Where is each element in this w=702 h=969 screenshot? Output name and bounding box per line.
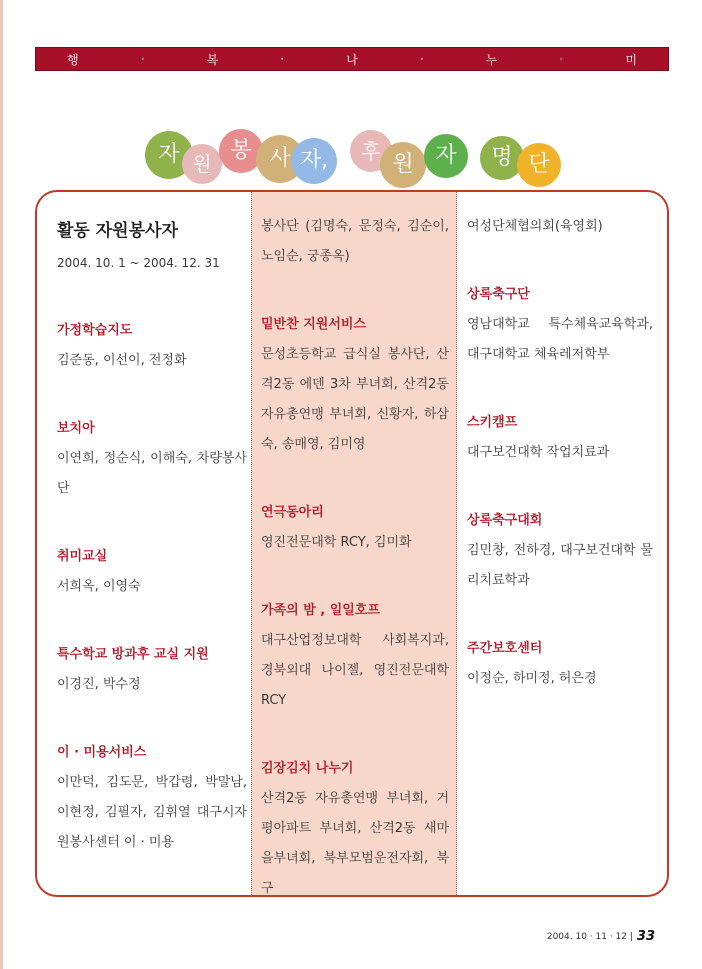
period-date: 2004. 10. 1 ~ 2004. 12. 31 xyxy=(57,256,220,270)
title-bubble: 원 xyxy=(380,142,426,188)
section-body: 산격2동 자유총연맹 부녀회, 거평아파트 부녀회, 산격2동 새마을부녀회, 북부모범운전자회, 북구 xyxy=(261,791,449,896)
column-middle xyxy=(261,192,449,897)
section-heading: 가족의 밤 , 일일호프 xyxy=(261,603,380,618)
section-heading: 상록축구단 xyxy=(467,287,530,302)
section-body: 김민창, 전하경, 대구보건대학 물리치료학과 xyxy=(467,543,653,588)
banner-char: 미 xyxy=(625,52,637,67)
issue-date: 2004. 10 · 11 · 12 | xyxy=(546,931,633,942)
banner-char: 복 xyxy=(206,52,219,67)
section-heading: 가정학습지도 xyxy=(57,323,133,338)
continued-text: 봉사단 (김명숙, 문정숙, 김순이, 노임순, 궁종옥) xyxy=(261,219,449,264)
page-title xyxy=(0,0,702,190)
section-heading: 주간보호센터 xyxy=(467,641,543,656)
section-heading: 보치아 xyxy=(57,421,95,436)
section-body: 이정순, 하미정, 허은경 xyxy=(467,671,597,686)
section-heading: 취미교실 xyxy=(57,549,108,564)
section-body: 영남대학교 특수체육교육학과, 대구대학교 체육레저학부 xyxy=(467,317,653,362)
title-bubble: 봉 xyxy=(219,129,263,173)
title-bubble: 자, xyxy=(291,138,337,184)
section-heading: 이 · 미용서비스 xyxy=(57,745,147,760)
column-left xyxy=(57,192,247,858)
section-heading: 특수학교 방과후 교실 지원 xyxy=(57,647,209,662)
section-heading: 밑반찬 지원서비스 xyxy=(261,317,366,332)
section-title: 활동 자원봉사자 xyxy=(57,221,178,241)
banner-dot: · xyxy=(419,52,424,66)
banner-dot: · xyxy=(559,52,564,66)
volunteer-list-panel xyxy=(35,190,669,897)
section-body: 이만덕, 김도문, 박갑령, 박말남, 이현정, 김필자, 김휘열 대구시자원봉사센터 이 · 미용 xyxy=(57,775,247,850)
page-footer xyxy=(547,929,655,944)
banner-char: 누 xyxy=(485,52,498,67)
section-body: 김준동, 이선이, 전정화 xyxy=(57,353,187,368)
title-bubble: 명 xyxy=(480,136,524,180)
title-bubble: 후 xyxy=(350,130,392,172)
title-bubble: 자 xyxy=(145,131,193,179)
banner-dot: · xyxy=(280,52,285,66)
section-heading: 상록축구대회 xyxy=(467,513,543,528)
section-heading: 스키캠프 xyxy=(467,415,518,430)
section-body: 영진전문대학 RCY, 김미화 xyxy=(261,535,412,550)
section-body: 대구보건대학 작업치료과 xyxy=(467,445,610,460)
column-right xyxy=(467,192,653,694)
section-heading: 김장김치 나누기 xyxy=(261,761,354,776)
section-body: 이연희, 정순식, 이해숙, 차량봉사단 xyxy=(57,451,247,496)
page-number: 33 xyxy=(636,929,655,944)
title-bubble: 자 xyxy=(424,134,468,178)
section-body: 서희옥, 이영숙 xyxy=(57,579,141,594)
title-bubble: 원 xyxy=(182,144,222,184)
title-bubble: 사 xyxy=(256,135,304,183)
banner-char: 나 xyxy=(346,52,358,67)
section-body: 문성초등학교 급식실 봉사단, 산격2동 에덴 3차 부녀회, 산격2동 자유총연맹 부녀회, 신황자, 하삼숙, 송매영, 김미영 xyxy=(261,347,449,452)
banner-dot: · xyxy=(140,52,145,66)
banner-char: 행 xyxy=(67,52,79,67)
section-heading: 연극동아리 xyxy=(261,505,324,520)
section-body: 대구산업정보대학 사회복지과, 경북외대 나이젤, 영진전문대학 RCY xyxy=(261,633,449,708)
section-body: 이경진, 박수정 xyxy=(57,677,141,692)
continued-text: 여성단체협의회(육영회) xyxy=(467,219,603,234)
title-bubble: 단 xyxy=(517,143,561,187)
